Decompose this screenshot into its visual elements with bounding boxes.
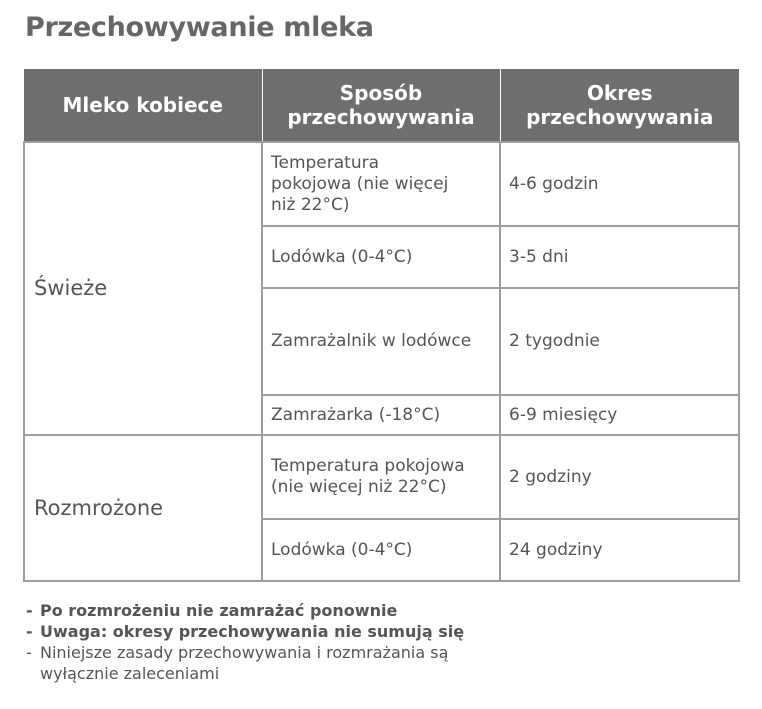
period-cell: 6-9 miesięcy <box>500 395 739 435</box>
table-row <box>24 142 739 226</box>
table-row <box>24 435 739 519</box>
note-text: Niniejsze zasady przechowywania i rozmrażania są wyłącznie zaleceniami <box>40 643 449 683</box>
note-text: Po rozmrożeniu nie zamrażać ponownie <box>40 601 398 620</box>
period-cell: 4-6 godzin <box>500 142 739 226</box>
note-item <box>26 621 464 642</box>
storage-table <box>23 69 740 582</box>
period-cell: 2 tygodnie <box>500 288 739 395</box>
period-cell: 24 godziny <box>500 519 739 581</box>
method-cell: Lodówka (0-4°C) <box>262 519 500 581</box>
method-cell: Temperatura pokojowa (nie więcej niż 22°C) <box>262 142 500 226</box>
period-cell: 2 godziny <box>500 435 739 519</box>
table-header-row <box>24 69 739 142</box>
method-cell: Zamrażalnik w lodówce <box>262 288 500 395</box>
note-item <box>26 642 464 684</box>
header-period: Okres przechowywania <box>500 69 739 142</box>
header-type: Mleko kobiece <box>24 69 262 142</box>
note-item <box>26 600 464 621</box>
method-cell: Lodówka (0-4°C) <box>262 226 500 288</box>
method-cell: Temperatura pokojowa (nie więcej niż 22°C) <box>262 435 500 519</box>
page-title: Przechowywanie mleka <box>25 12 374 43</box>
note-text: Uwaga: okresy przechowywania nie sumują się <box>40 622 465 641</box>
period-cell: 3-5 dni <box>500 226 739 288</box>
note-dash: - <box>26 622 33 641</box>
group-type-fresh: Świeże <box>24 142 262 435</box>
notes-list <box>26 600 464 684</box>
method-cell: Zamrażarka (-18°C) <box>262 395 500 435</box>
note-dash: - <box>26 643 32 662</box>
group-type-thawed: Rozmrożone <box>24 435 262 581</box>
header-method: Sposób przechowywania <box>262 69 500 142</box>
note-dash: - <box>26 601 33 620</box>
